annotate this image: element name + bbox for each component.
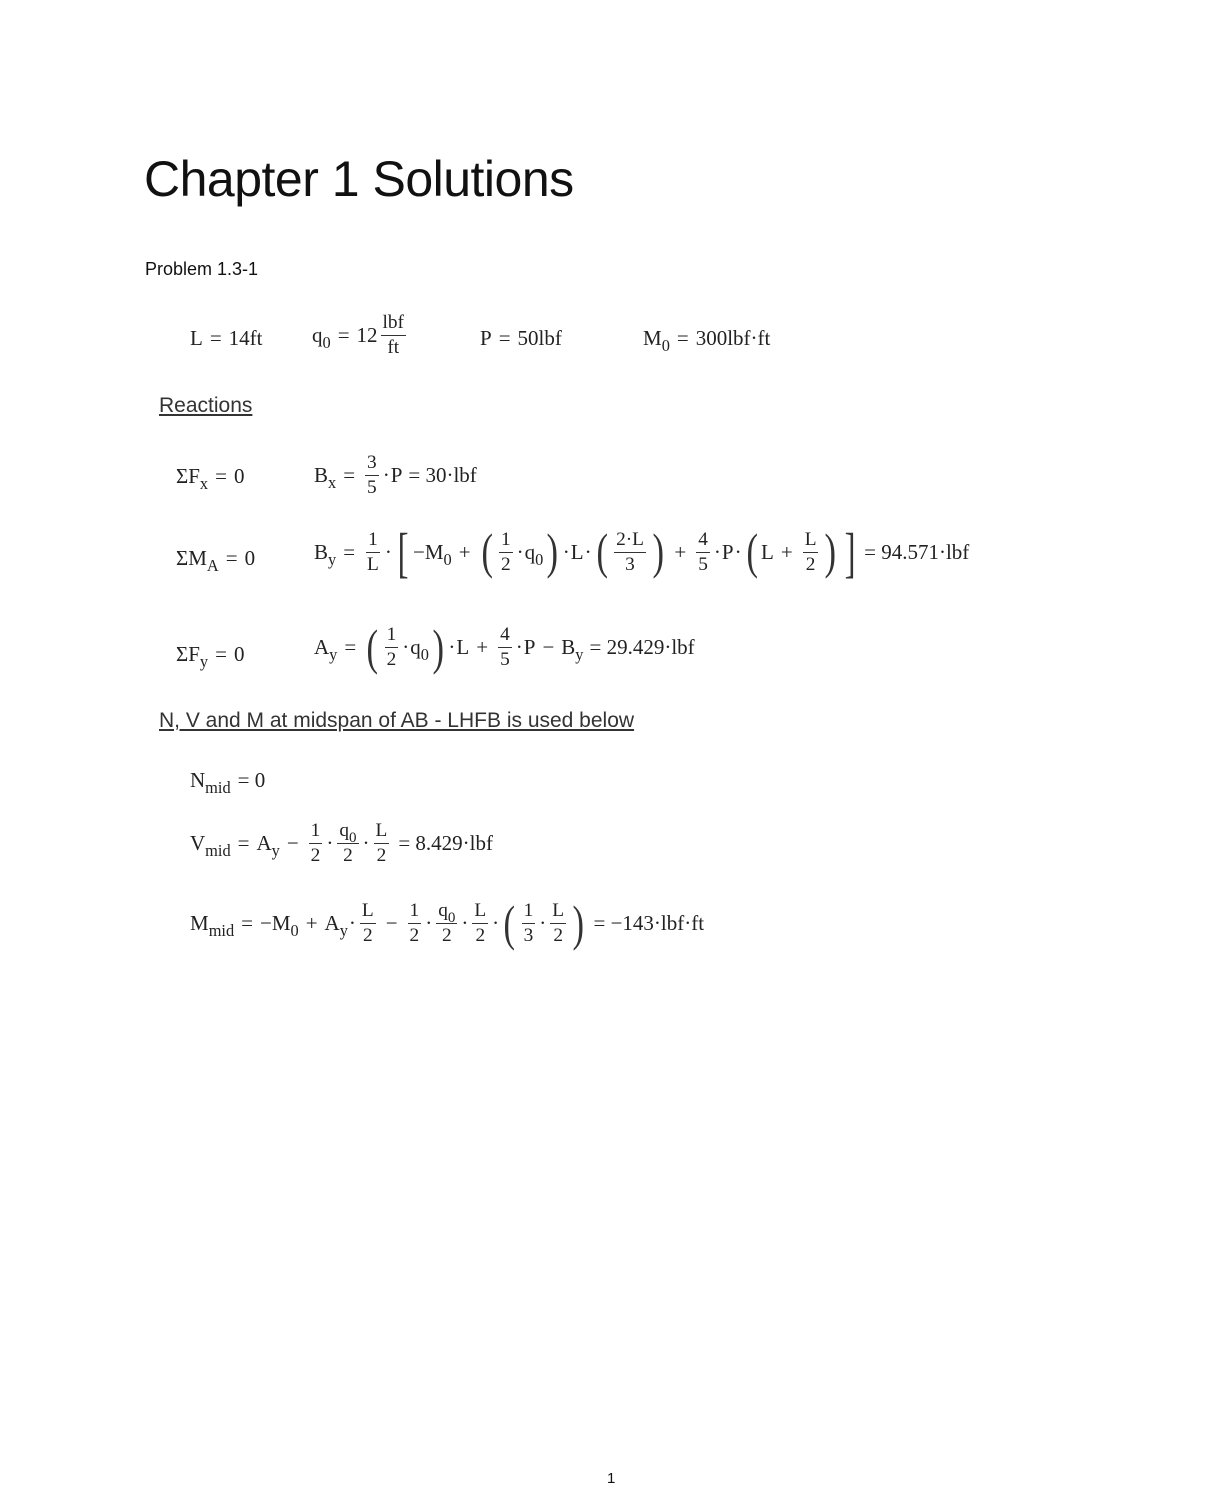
- given-length-value: 14ft: [228, 326, 263, 350]
- symbol-l: L: [190, 326, 203, 350]
- given-length: L = 14ft: [190, 326, 263, 350]
- result-mmid: = −143·lbf·ft: [593, 911, 705, 936]
- result-nmid: = 0: [237, 768, 266, 792]
- given-force-value: 50lbf: [517, 326, 562, 350]
- equation-sum-fy: $\Sigma F_y$ = 0: [176, 642, 245, 672]
- result-ay: = 29.429·lbf: [589, 635, 695, 660]
- given-moment-value: 300lbf·ft: [695, 326, 771, 350]
- equation-bx: $B_x$ = $\frac{3}{5}$ · P = 30·lbf: [314, 452, 477, 499]
- given-force: P = 50lbf: [480, 326, 562, 350]
- section-heading-reactions: Reactions: [159, 394, 253, 417]
- section-heading-midspan: N, V and M at midspan of AB - LHFB is used below: [159, 709, 635, 732]
- equation-vmid: $V_{mid}$ = $A_y$ − $\frac{1}{2}$ · $\frac{q_0}{2}$ · $\frac{L}{2}$ = 8.429·lbf: [190, 820, 493, 867]
- equation-sum-ma: $\Sigma M_A$ = 0: [176, 546, 256, 576]
- equation-nmid: $N_{mid}$ = 0: [190, 768, 266, 798]
- equation-mmid: $M_{mid}$ = $-M_0$ + $A_y$ · $\frac{L}{2}$ − $\frac{1}{2}$ · $\frac{q_0}{2}$ · $\frac{L}{2}$ · ( $\frac{1}{3}$ · $\frac{L}{2}$ ) = −143·lbf·ft: [190, 895, 705, 951]
- equation-by: $B_y$ = $\frac{1}{L}$ · [ $-M_0$ + ( $\frac{1}{2}$ · $q_0$ ) · L · ( $\frac{2\cdot L}{3}$ ) + $\frac{4}{5}$ · P · ( L + $\frac{L}{2}$ ) ] = 94.571·lbf: [314, 522, 970, 583]
- chapter-title: Chapter 1 Solutions: [144, 151, 574, 207]
- problem-label: Problem 1.3-1: [145, 259, 259, 279]
- equation-sum-fx: $\Sigma F_x$ = 0: [176, 464, 245, 494]
- given-q0-coefficient: 12: [356, 323, 378, 348]
- result-bx: = 30·lbf: [408, 463, 477, 488]
- result-by: = 94.571·lbf: [864, 540, 970, 565]
- given-q0-units: $\frac{\text{lbf}}{ft}$: [382, 312, 404, 359]
- given-moment: $M_0$ = 300lbf·ft: [643, 326, 771, 356]
- page-number: 1: [607, 1470, 616, 1487]
- equation-ay: $A_y$ = ( $\frac{1}{2}$ · $q_0$ ) · L + $\frac{4}{5}$ · P − $B_y$ = 29.429·lbf: [314, 619, 695, 675]
- result-vmid: = 8.429·lbf: [398, 831, 493, 856]
- given-distributed-load: $q_0$ = 12 $\frac{\text{lbf}}{ft}$: [312, 312, 404, 359]
